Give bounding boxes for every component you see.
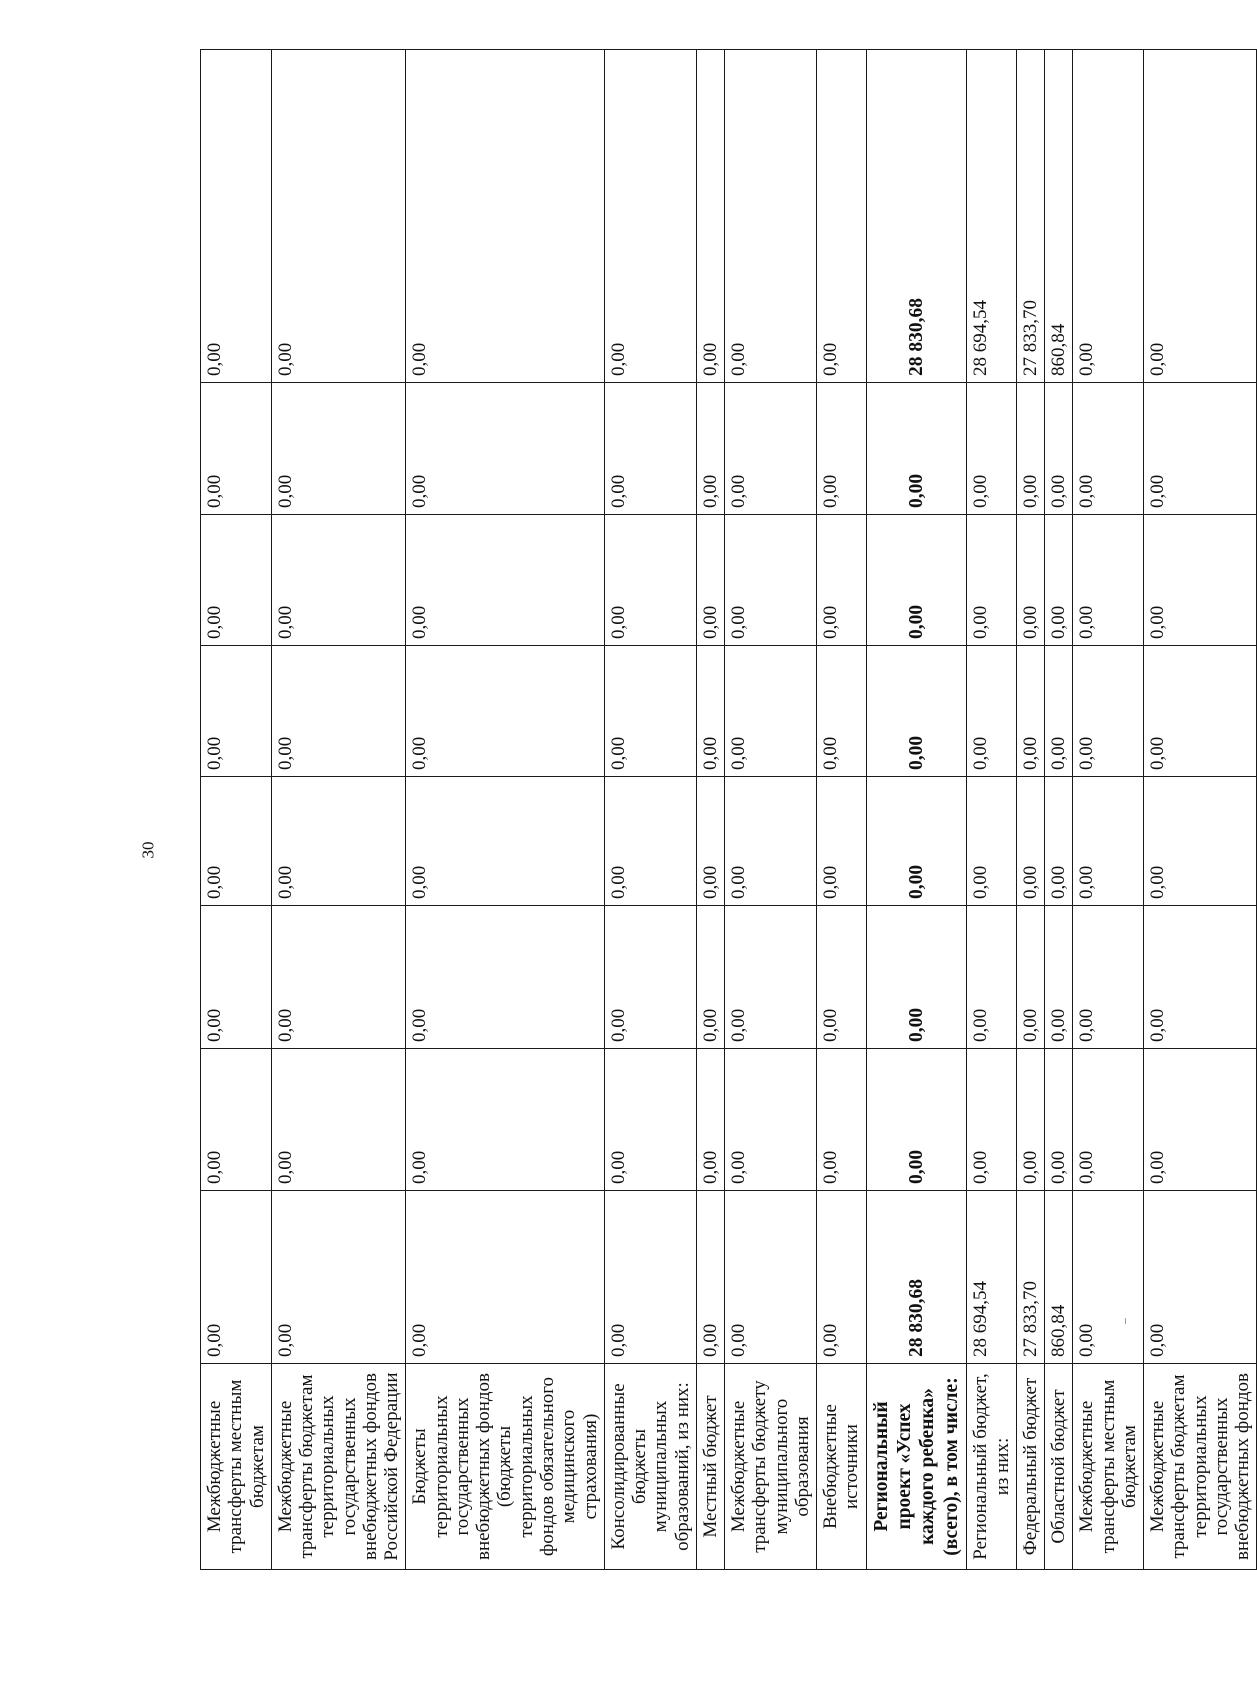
row-value: 0,00 bbox=[1016, 383, 1044, 515]
row-value: 0,00 bbox=[817, 515, 867, 646]
table-row bbox=[1016, 50, 1044, 1570]
row-value: 0,00 bbox=[1144, 383, 1257, 515]
table-row bbox=[1045, 50, 1073, 1570]
row-value: 0,00 bbox=[604, 383, 696, 515]
row-value: 0,00 bbox=[406, 383, 604, 515]
row-value: 0,00 bbox=[271, 646, 406, 777]
row-value: 0,00 bbox=[201, 906, 272, 1049]
row-total-value: 0,00 bbox=[1144, 50, 1257, 383]
row-value: 0,00 bbox=[1144, 515, 1257, 646]
row-total-value: 0,00 bbox=[696, 50, 724, 383]
row-value: 0,00 bbox=[406, 906, 604, 1049]
row-value: 0,00 bbox=[967, 515, 1017, 646]
row-total-value: 0,00 bbox=[725, 50, 817, 383]
row-value: 0,00 bbox=[866, 383, 967, 515]
row-value: 0,00 bbox=[1045, 383, 1073, 515]
row-label: Межбюджетные трансферты местным бюджетам bbox=[201, 1364, 272, 1570]
row-value: 0,00 bbox=[406, 777, 604, 906]
row-label: Региональный бюджет, из них: bbox=[967, 1364, 1017, 1570]
row-value: 0,00 bbox=[967, 777, 1017, 906]
row-label: Межбюджетные трансферты бюджетам территориальных государственных внебюджетных фондов bbox=[1144, 1364, 1257, 1570]
row-value: 0,00 bbox=[696, 906, 724, 1049]
row-value: 0,00 bbox=[604, 515, 696, 646]
table-row bbox=[1144, 50, 1257, 1570]
row-value: 0,00 bbox=[201, 383, 272, 515]
row-value: 0,00 bbox=[406, 646, 604, 777]
row-value: 0,00 bbox=[696, 646, 724, 777]
row-value: 0,00 bbox=[201, 1049, 272, 1191]
row-value: 0,00 bbox=[604, 1049, 696, 1191]
row-value: 0,00 bbox=[696, 1049, 724, 1191]
row-value: 0,00 bbox=[604, 646, 696, 777]
row-value: 0,00 bbox=[604, 777, 696, 906]
row-value: 0,00 bbox=[1144, 777, 1257, 906]
row-value: 0,00 bbox=[1073, 1191, 1144, 1364]
row-value: 0,00 bbox=[1073, 906, 1144, 1049]
budget-table-rotated bbox=[200, 50, 1254, 1570]
page-number: 30 bbox=[138, 841, 158, 859]
row-label: Областной бюджет bbox=[1045, 1364, 1073, 1570]
row-value: 0,00 bbox=[201, 1191, 272, 1364]
row-value: 0,00 bbox=[817, 906, 867, 1049]
row-value: 0,00 bbox=[271, 1191, 406, 1364]
row-value: 0,00 bbox=[725, 1049, 817, 1191]
row-value: 0,00 bbox=[967, 1049, 1017, 1191]
table-row bbox=[696, 50, 724, 1570]
row-value: 0,00 bbox=[1045, 777, 1073, 906]
row-value: 0,00 bbox=[201, 777, 272, 906]
row-value: 0,00 bbox=[725, 906, 817, 1049]
row-label: Бюджеты территориальных государственных внебюджетных фондов (бюджеты территориальных фондов обязательного медицинского страхования) bbox=[406, 1364, 604, 1570]
row-value: 0,00 bbox=[1144, 646, 1257, 777]
row-total-value: 27 833,70 bbox=[1016, 50, 1044, 383]
row-value: 0,00 bbox=[271, 777, 406, 906]
row-value: 0,00 bbox=[1144, 1049, 1257, 1191]
row-value: 0,00 bbox=[696, 383, 724, 515]
row-value: 0,00 bbox=[201, 646, 272, 777]
row-value: 0,00 bbox=[1016, 515, 1044, 646]
row-label: Межбюджетные трансферты местным бюджетам bbox=[1073, 1364, 1144, 1570]
table-row bbox=[866, 50, 967, 1570]
budget-table-frame bbox=[200, 50, 1254, 1570]
row-label: Консолидированные бюджеты муниципальных образований, из них: bbox=[604, 1364, 696, 1570]
table-row bbox=[967, 50, 1017, 1570]
table-row bbox=[725, 50, 817, 1570]
row-value: 0,00 bbox=[1016, 777, 1044, 906]
row-value: 0,00 bbox=[1073, 646, 1144, 777]
row-value: 0,00 bbox=[1073, 1049, 1144, 1191]
row-total-value: 0,00 bbox=[817, 50, 867, 383]
row-value: 28 830,68 bbox=[866, 1191, 967, 1364]
row-value: 0,00 bbox=[725, 777, 817, 906]
row-value: 0,00 bbox=[271, 906, 406, 1049]
row-label: Федеральный бюджет bbox=[1016, 1364, 1044, 1570]
table-row bbox=[406, 50, 604, 1570]
row-value: 0,00 bbox=[725, 383, 817, 515]
row-value: 0,00 bbox=[967, 383, 1017, 515]
table-row bbox=[201, 50, 272, 1570]
row-value: 0,00 bbox=[866, 906, 967, 1049]
row-value: 0,00 bbox=[1045, 1049, 1073, 1191]
row-value: 0,00 bbox=[271, 383, 406, 515]
table-row bbox=[817, 50, 867, 1570]
row-value: 0,00 bbox=[866, 646, 967, 777]
row-value: 0,00 bbox=[201, 515, 272, 646]
row-total-value: 0,00 bbox=[271, 50, 406, 383]
table-row bbox=[271, 50, 406, 1570]
row-value: 0,00 bbox=[604, 1191, 696, 1364]
row-value: 0,00 bbox=[1016, 1049, 1044, 1191]
row-value: 0,00 bbox=[1016, 906, 1044, 1049]
row-value: 0,00 bbox=[866, 1049, 967, 1191]
row-value: 0,00 bbox=[866, 515, 967, 646]
row-value: 0,00 bbox=[817, 777, 867, 906]
row-total-value: 0,00 bbox=[201, 50, 272, 383]
row-label: Внебюджетные источники bbox=[817, 1364, 867, 1570]
row-value: 0,00 bbox=[817, 646, 867, 777]
row-value: 0,00 bbox=[1073, 383, 1144, 515]
row-value: 0,00 bbox=[817, 383, 867, 515]
row-value: 0,00 bbox=[967, 906, 1017, 1049]
row-value: 0,00 bbox=[817, 1191, 867, 1364]
row-value: 0,00 bbox=[725, 646, 817, 777]
row-label: Региональный проект «Успех каждого ребенка» (всего), в том числе: bbox=[866, 1364, 967, 1570]
row-label: Межбюджетные трансферты бюджету муниципального образования bbox=[725, 1364, 817, 1570]
row-value: 0,00 bbox=[696, 777, 724, 906]
row-value: 0,00 bbox=[271, 1049, 406, 1191]
row-value: 0,00 bbox=[696, 515, 724, 646]
row-value: 0,00 bbox=[1045, 906, 1073, 1049]
row-value: 0,00 bbox=[406, 515, 604, 646]
row-value: 860,84 bbox=[1045, 1191, 1073, 1364]
row-value: 28 694,54 bbox=[967, 1191, 1017, 1364]
table-row bbox=[604, 50, 696, 1570]
row-value: 0,00 bbox=[1144, 1191, 1257, 1364]
row-value: 0,00 bbox=[604, 906, 696, 1049]
row-value: 0,00 bbox=[406, 1049, 604, 1191]
row-value: 0,00 bbox=[1073, 777, 1144, 906]
row-value: 0,00 bbox=[271, 515, 406, 646]
row-total-value: 0,00 bbox=[1073, 50, 1144, 383]
row-value: 0,00 bbox=[1045, 515, 1073, 646]
row-value: 0,00 bbox=[725, 515, 817, 646]
budget-table bbox=[200, 49, 1257, 1570]
row-value: 0,00 bbox=[817, 1049, 867, 1191]
row-total-value: 860,84 bbox=[1045, 50, 1073, 383]
row-value: 0,00 bbox=[406, 1191, 604, 1364]
table-row bbox=[1073, 50, 1144, 1570]
row-total-value: 28 830,68 bbox=[866, 50, 967, 383]
row-total-value: 0,00 bbox=[604, 50, 696, 383]
row-value: 0,00 bbox=[725, 1191, 817, 1364]
row-total-value: 28 694,54 bbox=[967, 50, 1017, 383]
row-value: 0,00 bbox=[866, 777, 967, 906]
row-value: 0,00 bbox=[1144, 906, 1257, 1049]
row-label: Межбюджетные трансферты бюджетам территориальных государственных внебюджетных фондов Российской Федерации bbox=[271, 1364, 406, 1570]
row-value: 27 833,70 bbox=[1016, 1191, 1044, 1364]
row-value: 0,00 bbox=[1073, 515, 1144, 646]
row-value: 0,00 bbox=[1016, 646, 1044, 777]
row-value: 0,00 bbox=[696, 1191, 724, 1364]
row-label: Местный бюджет bbox=[696, 1364, 724, 1570]
row-value: 0,00 bbox=[967, 646, 1017, 777]
row-total-value: 0,00 bbox=[406, 50, 604, 383]
row-value: 0,00 bbox=[1045, 646, 1073, 777]
